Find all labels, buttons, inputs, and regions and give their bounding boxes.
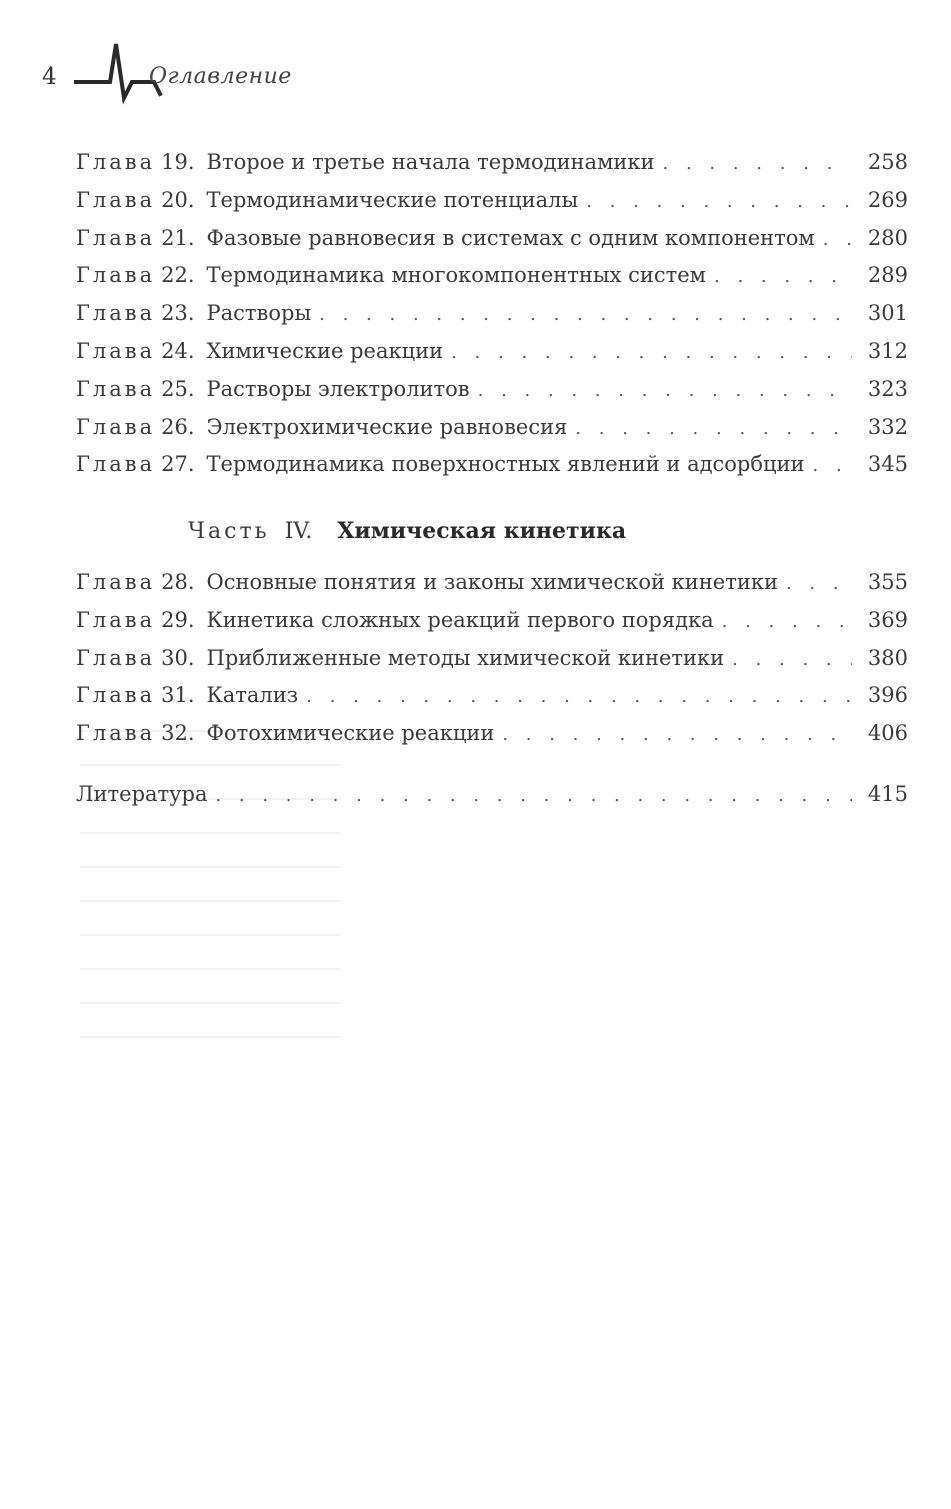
chapter-title: Термодинамические потенциалы	[206, 187, 579, 212]
part-heading[interactable]	[188, 518, 626, 544]
chapter-number: 32.	[161, 721, 195, 746]
chapter-page: 332	[867, 414, 908, 439]
chapter-label: Глава	[76, 414, 156, 439]
chapter-label: Глава	[76, 645, 156, 670]
chapter-number: 20.	[161, 187, 195, 212]
dot-leader	[714, 266, 852, 287]
chapter-page: 355	[867, 570, 908, 594]
chapter-label: Глава	[76, 570, 156, 594]
chapter-page: 301	[867, 301, 908, 326]
chapter-label: Глава	[76, 452, 156, 477]
dot-leader	[451, 342, 852, 363]
chapter-number: 26.	[161, 414, 195, 439]
chapter-title: Растворы электролитов	[206, 376, 470, 401]
chapter-page: 380	[867, 645, 908, 670]
toc-entry[interactable]	[76, 263, 908, 301]
chapter-number: 21.	[161, 225, 195, 250]
chapter-number: 29.	[161, 607, 195, 632]
toc-part-iii-chapters	[76, 150, 908, 490]
chapter-page: 396	[867, 683, 908, 708]
toc-entry[interactable]	[76, 570, 908, 608]
dot-leader	[722, 611, 852, 632]
dot-leader	[732, 649, 852, 670]
chapter-title: Катализ	[206, 683, 299, 708]
chapter-number: 24.	[161, 338, 195, 363]
bleed-through-shadow	[80, 730, 340, 1050]
chapter-page: 345	[867, 452, 908, 477]
toc-entry[interactable]	[76, 150, 908, 188]
toc-entry[interactable]	[76, 452, 908, 490]
toc-entry[interactable]	[76, 608, 908, 646]
toc-entry[interactable]	[76, 377, 908, 415]
chapter-number: 25.	[161, 376, 195, 401]
chapter-number: 27.	[161, 452, 195, 477]
chapter-title: Термодинамика поверхностных явлений и адсорбции	[206, 452, 805, 477]
running-header	[40, 38, 440, 108]
chapter-title: Термодинамика многокомпонентных систем	[206, 263, 706, 288]
part-number: IV.	[284, 519, 313, 544]
dot-leader	[575, 418, 852, 439]
header-title: Оглавление	[149, 64, 292, 89]
dot-leader	[478, 380, 852, 401]
chapter-page: 289	[867, 263, 908, 288]
literature-title: Литература	[76, 782, 208, 806]
chapter-label: Глава	[76, 721, 156, 746]
toc-entry[interactable]	[76, 683, 908, 721]
chapter-label: Глава	[76, 150, 156, 174]
toc-literature	[76, 782, 908, 820]
chapter-label: Глава	[76, 338, 156, 363]
chapter-page: 406	[867, 721, 908, 746]
toc-entry[interactable]	[76, 301, 908, 339]
literature-page: 415	[867, 782, 908, 806]
chapter-number: 23.	[161, 301, 195, 326]
chapter-label: Глава	[76, 607, 156, 632]
chapter-title: Электрохимические равновесия	[206, 414, 568, 439]
page-number: 4	[42, 64, 57, 90]
chapter-label: Глава	[76, 301, 156, 326]
chapter-number: 31.	[161, 683, 195, 708]
toc-entry[interactable]	[76, 226, 908, 264]
chapter-title: Приближенные методы химической кинетики	[206, 645, 725, 670]
chapter-label: Глава	[76, 187, 156, 212]
chapter-page: 323	[867, 376, 908, 401]
chapter-label: Глава	[76, 263, 156, 288]
chapter-page: 312	[867, 338, 908, 363]
part-label: Часть	[188, 519, 270, 544]
chapter-page: 280	[867, 225, 908, 250]
toc-entry[interactable]	[76, 646, 908, 684]
chapter-title: Фазовые равновесия в системах с одним компонентом	[206, 225, 815, 250]
chapter-title: Химические реакции	[206, 338, 444, 363]
toc-entry[interactable]	[76, 339, 908, 377]
chapter-label: Глава	[76, 225, 156, 250]
dot-leader	[786, 573, 852, 594]
dot-leader	[586, 191, 852, 212]
dot-leader	[215, 785, 852, 806]
dot-leader	[502, 724, 852, 745]
chapter-title: Основные понятия и законы химической кинетики	[206, 570, 778, 594]
dot-leader	[823, 229, 852, 250]
chapter-number: 30.	[161, 645, 195, 670]
part-title: Химическая кинетика	[337, 518, 627, 544]
dot-leader	[663, 153, 852, 174]
dot-leader	[306, 686, 852, 707]
chapter-number: 28.	[161, 570, 195, 594]
chapter-title: Растворы	[206, 301, 312, 326]
chapter-number: 22.	[161, 263, 195, 288]
dot-leader	[813, 455, 852, 476]
chapter-page: 269	[867, 187, 908, 212]
chapter-page: 258	[867, 150, 908, 174]
chapter-number: 19.	[161, 150, 195, 174]
chapter-label: Глава	[76, 376, 156, 401]
toc-entry[interactable]	[76, 415, 908, 453]
chapter-title: Второе и третье начала термодинамики	[206, 150, 655, 174]
chapter-label: Глава	[76, 683, 156, 708]
toc-entry[interactable]	[76, 782, 908, 820]
toc-entry[interactable]	[76, 188, 908, 226]
chapter-title: Кинетика сложных реакций первого порядка	[206, 607, 714, 632]
chapter-title: Фотохимические реакции	[206, 721, 495, 746]
dot-leader	[319, 304, 852, 325]
chapter-page: 369	[867, 607, 908, 632]
